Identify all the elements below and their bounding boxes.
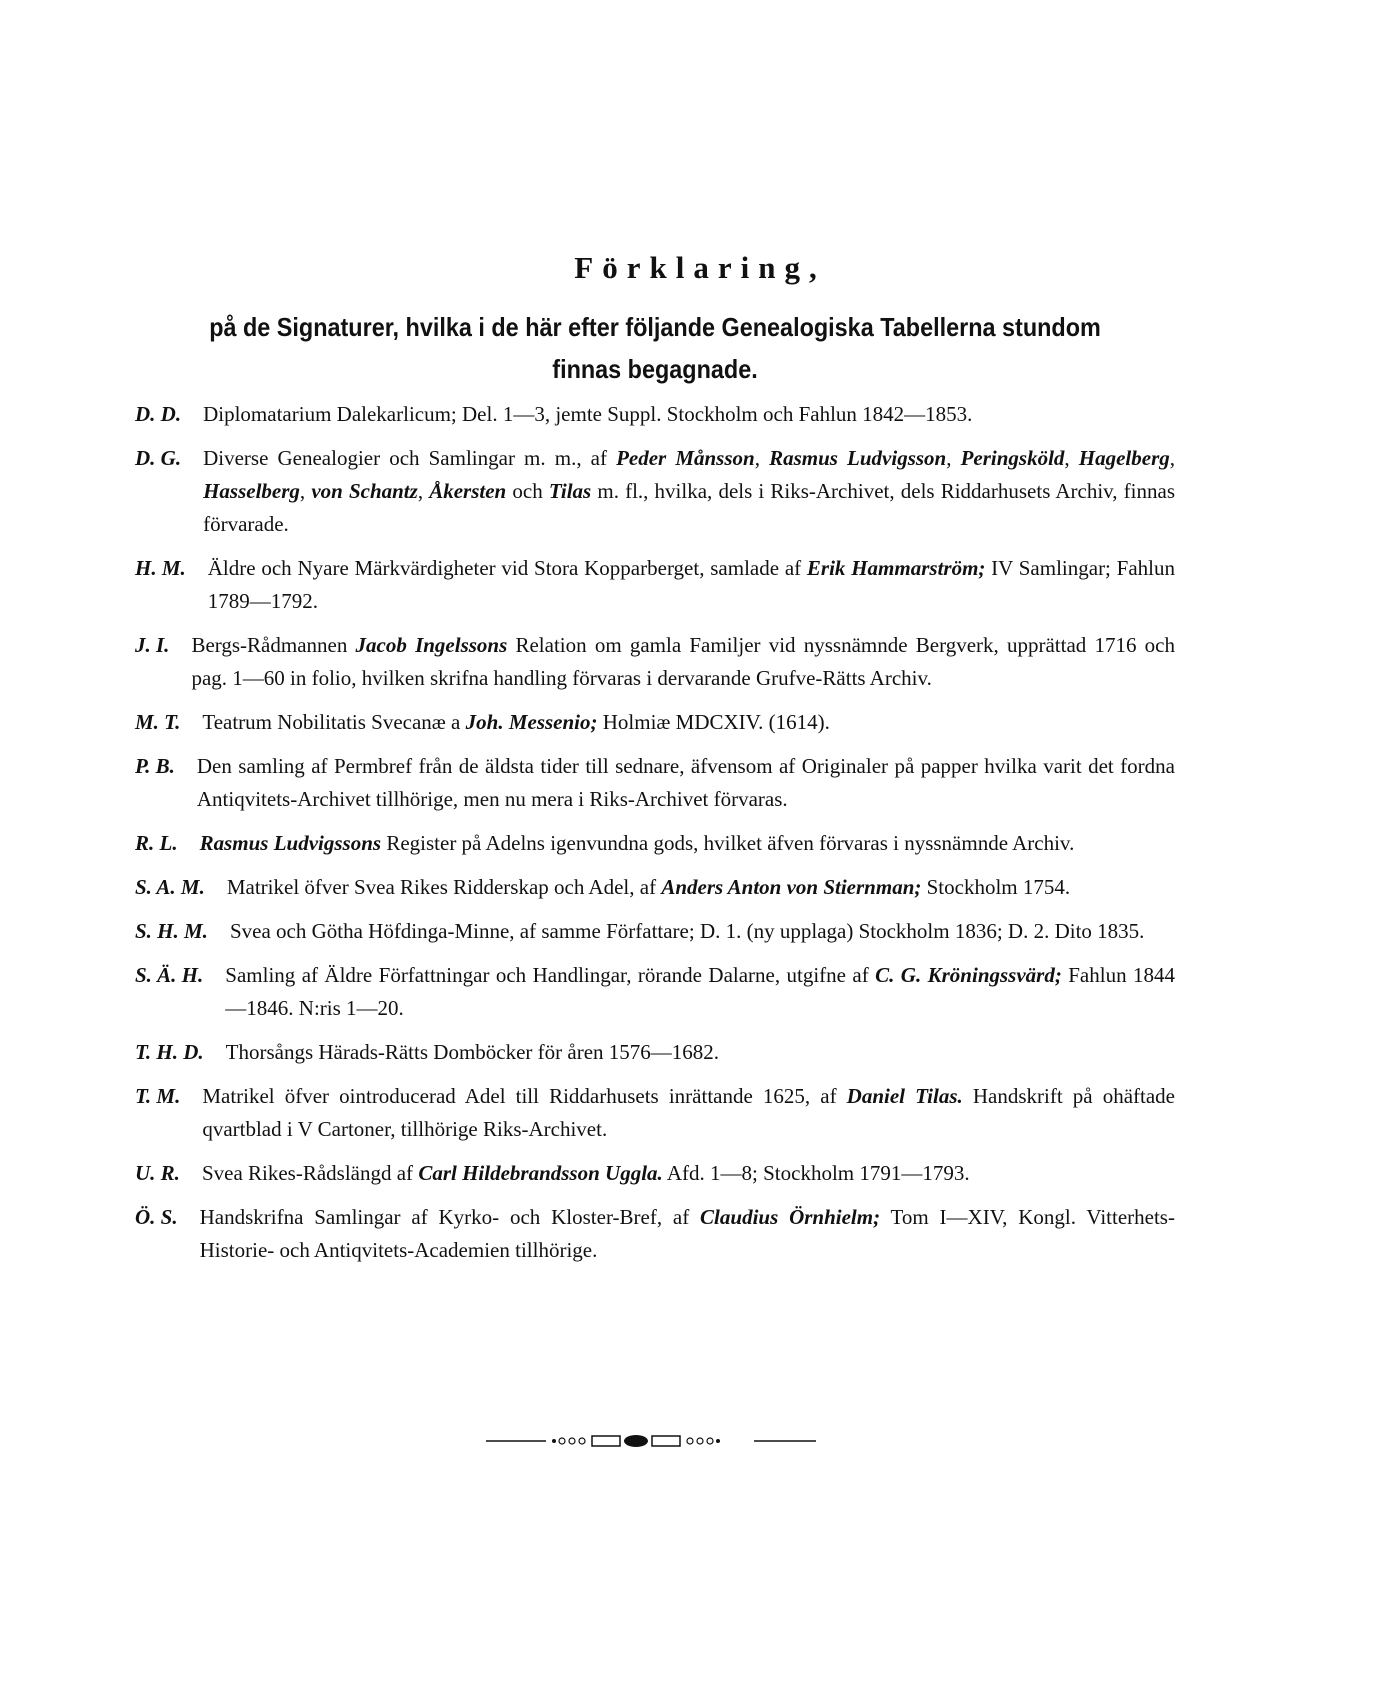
- author-name: Peringsköld: [960, 446, 1065, 470]
- description-text: Holmiæ MDCXIV. (1614).: [597, 710, 830, 734]
- signature-abbreviation: H. M.: [135, 556, 186, 580]
- signature-description: [203, 442, 1175, 541]
- description-text: Stockholm 1754.: [921, 875, 1071, 899]
- signature-entry: [135, 915, 1175, 948]
- description-text: ,: [754, 446, 770, 470]
- signature-entry: [135, 1036, 1175, 1069]
- description-text: Svea Rikes-Rådslängd af: [201, 1161, 419, 1185]
- description-text: IV Samlingar; Fahlun 1789—1792.: [207, 556, 1176, 613]
- author-name: Åkersten: [429, 479, 507, 503]
- description-text: Relation om gamla Familjer vid nyssnämnde Bergverk, upprättad 1716 och pag. 1—60 in folio, hvilken skrifna handling förvaras i dervarande Grufve-Rätts Archiv.: [191, 633, 1175, 690]
- signature-description: [202, 1157, 1175, 1190]
- description-text: ,: [946, 446, 961, 470]
- signature-abbreviation: S. A. M.: [135, 875, 205, 899]
- description-text: Register på Adelns igenvundna gods, hvilket äfven förvaras i nyssnämnde Archiv.: [381, 831, 1075, 855]
- signature-description: [202, 706, 1175, 739]
- author-name: Rasmus Ludvigsson: [769, 446, 947, 470]
- description-text: Afd. 1—8; Stockholm 1791—1793.: [662, 1161, 970, 1185]
- ornamental-divider: [486, 1434, 816, 1448]
- signature-abbreviation: U. R.: [135, 1161, 180, 1185]
- description-text: Matrikel öfver ointroducerad Adel till Riddarhusets inrättande 1625, af: [202, 1084, 847, 1108]
- author-name: Jacob Ingelssons: [355, 633, 508, 657]
- signature-entry: [135, 552, 1175, 618]
- description-text: Handskrift på ohäftade qvartblad i V Cartoner, tillhörige Riks-Archivet.: [202, 1084, 1175, 1141]
- description-text: Diplomatarium Dalekarlicum; Del. 1—3, jemte Suppl. Stockholm och Fahlun 1842—1853.: [203, 402, 973, 426]
- signature-description: [197, 750, 1175, 816]
- description-text: ,: [1169, 446, 1176, 470]
- author-name: Carl Hildebrandsson Uggla.: [418, 1161, 663, 1185]
- signature-entry: [135, 706, 1175, 739]
- description-text: Diverse Genealogier och Samlingar m. m., af: [203, 446, 617, 470]
- signature-entry: [135, 1157, 1175, 1190]
- description-text: Fahlun 1844—1846. N:ris 1—20.: [225, 963, 1175, 1020]
- author-name: Erik Hammarström;: [806, 556, 986, 580]
- author-name: Tilas: [548, 479, 592, 503]
- signature-entry: [135, 827, 1175, 860]
- description-text: och: [506, 479, 549, 503]
- page-subtitle: på de Signaturer, hvilka i de här efter följande Genealogiska Tabellerna stundom finnas begagnade.: [209, 312, 1101, 384]
- description-text: ,: [299, 479, 312, 503]
- author-name: Rasmus Ludvigssons: [199, 831, 382, 855]
- signature-abbreviation: D. D.: [135, 402, 182, 426]
- signature-description: [191, 629, 1175, 695]
- author-name: Claudius Örnhielm;: [700, 1205, 881, 1229]
- signature-description: [227, 871, 1175, 904]
- author-name: von Schantz: [311, 479, 418, 503]
- signature-description: [200, 1201, 1175, 1267]
- description-text: ,: [417, 479, 430, 503]
- author-name: Joh. Messenio;: [465, 710, 598, 734]
- signature-list: [135, 398, 1175, 1278]
- description-text: ,: [1064, 446, 1079, 470]
- author-name: Daniel Tilas.: [846, 1084, 963, 1108]
- description-text: Handskrifna Samlingar af Kyrko- och Kloster-Bref, af: [199, 1205, 701, 1229]
- signature-entry: [135, 1080, 1175, 1146]
- signature-entry: [135, 442, 1175, 541]
- author-name: C. G. Kröningssvärd;: [875, 963, 1062, 987]
- signature-entry: [135, 871, 1175, 904]
- signature-description: [202, 1080, 1175, 1146]
- description-text: m. fl., hvilka, dels i Riks-Archivet, dels Riddarhusets Archiv, finnas förvarade.: [203, 479, 1176, 536]
- signature-abbreviation: J. I.: [135, 633, 170, 657]
- signature-abbreviation: D. G.: [135, 446, 182, 470]
- signature-abbreviation: P. B.: [135, 754, 175, 778]
- signature-abbreviation: M. T.: [135, 710, 181, 734]
- signature-abbreviation: S. Ä. H.: [135, 963, 204, 987]
- description-text: Bergs-Rådmannen: [191, 633, 356, 657]
- signature-description: [208, 552, 1175, 618]
- page-title: Förklaring,: [574, 250, 826, 285]
- signature-description: [226, 1036, 1175, 1069]
- signature-abbreviation: S. H. M.: [135, 919, 208, 943]
- description-text: Samling af Äldre Författningar och Handlingar, rörande Dalarne, utgifne af: [225, 963, 876, 987]
- signature-description: [200, 827, 1175, 860]
- description-text: Äldre och Nyare Märkvärdigheter vid Stora Kopparberget, samlade af: [207, 556, 807, 580]
- author-name: Hasselberg: [203, 479, 300, 503]
- author-name: Peder Månsson: [616, 446, 755, 470]
- signature-entry: [135, 750, 1175, 816]
- description-text: Matrikel öfver Svea Rikes Ridderskap och Adel, af: [226, 875, 662, 899]
- description-text: Tom I—XIV, Kongl. Vitterhets- Historie- och Antiqvitets-Academien tillhörige.: [199, 1205, 1175, 1262]
- signature-entry: [135, 398, 1175, 431]
- signature-description: [203, 398, 1175, 431]
- author-name: Hagelberg: [1078, 446, 1170, 470]
- signature-abbreviation: T. H. D.: [135, 1040, 204, 1064]
- signature-entry: [135, 1201, 1175, 1267]
- signature-description: [230, 915, 1175, 948]
- description-text: Teatrum Nobilitatis Svecanæ a: [202, 710, 466, 734]
- signature-entry: [135, 629, 1175, 695]
- description-text: Svea och Götha Höfdinga-Minne, af samme Författare; D. 1. (ny upplaga) Stockholm 1836; D. 2. Dito 1835.: [229, 919, 1145, 943]
- author-name: Anders Anton von Stiernman;: [661, 875, 922, 899]
- description-text: Thorsångs Härads-Rätts Domböcker för åren 1576—1682.: [225, 1040, 720, 1064]
- signature-abbreviation: Ö. S.: [135, 1205, 178, 1229]
- description-text: Den samling af Permbref från de äldsta tider till sednare, äfvensom af Originaler på papper hvilka varit det fordna Antiqvitets-Archivet tillhörige, men nu mera i Riks-Archivet förvaras.: [196, 754, 1175, 811]
- signature-abbreviation: T. M.: [135, 1084, 181, 1108]
- signature-abbreviation: R. L.: [135, 831, 178, 855]
- signature-description: [225, 959, 1175, 1025]
- signature-entry: [135, 959, 1175, 1025]
